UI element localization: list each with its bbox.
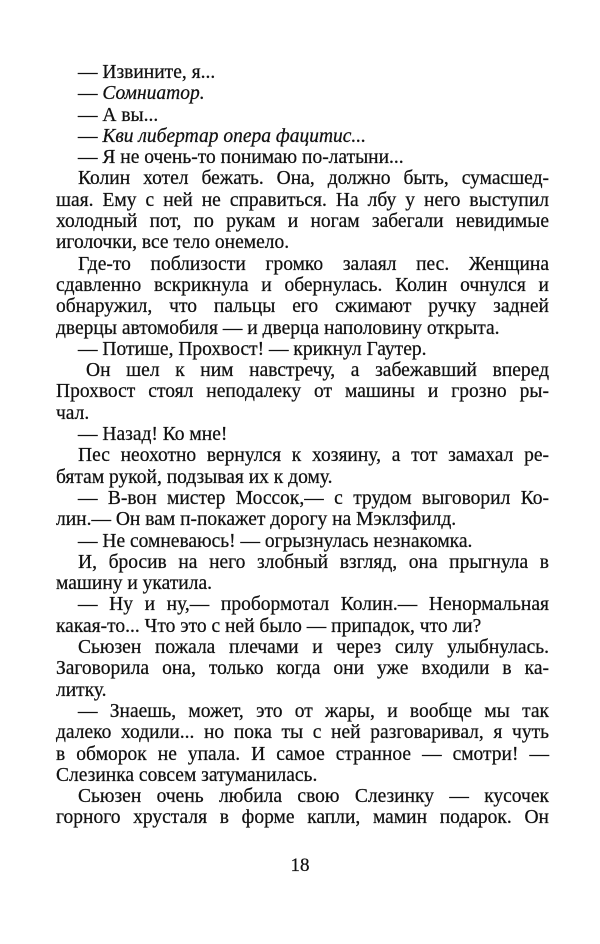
line-text: — В-вон мистер Моссок,— с трудом выговорил Ко- — [78, 487, 549, 509]
text-line — [56, 62, 549, 83]
text-line — [56, 83, 549, 104]
text-line — [56, 211, 549, 232]
text-line — [56, 190, 549, 211]
line-text: какая-то... Что это с ней было — припадок, что ли? — [56, 615, 482, 637]
line-text: литку. — [56, 679, 107, 701]
line-text: иголочки, все тело онемело. — [56, 232, 290, 254]
text-line — [56, 168, 549, 189]
book-page-text — [56, 62, 549, 829]
line-text: — — [78, 125, 103, 147]
line-text: обнаружил, что пальцы его сжимают ручку задней — [56, 296, 549, 318]
line-text: шая. Ему с ней не справиться. На лбу у него выступил — [56, 189, 549, 211]
line-text: — Назад! Ко мне! — [78, 424, 228, 446]
line-text: Сьюзен очень любила свою Слезинку — кусочек — [78, 786, 549, 808]
text-line — [56, 467, 549, 488]
text-line — [56, 424, 549, 445]
line-text: машину и укатила. — [56, 573, 212, 595]
text-line — [56, 701, 549, 722]
text-line — [56, 445, 549, 466]
text-line — [56, 807, 549, 828]
line-text: далеко ходили... но пока ты с ней разговаривал, я чуть — [56, 722, 549, 744]
line-text: Пес неохотно вернулся к хозяину, а тот замахал ре- — [78, 445, 549, 467]
text-line — [56, 232, 549, 253]
line-text: бятам рукой, подзывая их к дому. — [56, 466, 333, 488]
line-text: — Потише, Прохвост! — крикнул Гаутер. — [78, 338, 427, 360]
italic-latin-text: Кви либертар опера фацитис... — [102, 125, 367, 147]
text-line — [56, 658, 549, 679]
text-line — [56, 360, 549, 381]
text-line — [56, 147, 549, 168]
text-line — [56, 786, 549, 807]
text-line — [56, 509, 549, 530]
line-text: И, бросив на него злобный взгляд, она прыгнула в — [78, 551, 549, 573]
text-line — [56, 318, 549, 339]
line-text: в обморок не упала. И самое странное — смотри! — — [56, 743, 549, 765]
text-line — [56, 339, 549, 360]
text-line — [56, 680, 549, 701]
text-line — [56, 403, 549, 424]
line-text: сдавленно вскрикнула и обернулась. Колин очнулся и — [56, 274, 549, 296]
text-line — [56, 765, 549, 786]
text-line — [56, 616, 549, 637]
text-line — [56, 105, 549, 126]
line-text: холодный пот, по рукам и ногам забегали невидимые — [56, 211, 549, 233]
line-text: — А вы... — [78, 104, 159, 126]
line-text: лин.— Он вам п-покажет дорогу на Мэклзфилд. — [56, 509, 457, 531]
line-text: Где-то поблизости громко залаял пес. Женщина — [78, 253, 549, 275]
line-text: Он шел к ним навстречу, а забежавший вперед — [86, 360, 549, 382]
text-line — [56, 573, 549, 594]
line-text: дверцы автомобиля — и дверца наполовину открыта. — [56, 317, 500, 339]
text-line — [56, 254, 549, 275]
text-line — [56, 126, 549, 147]
page-number: 18 — [290, 855, 310, 876]
line-text: Слезинка совсем затуманилась. — [56, 764, 318, 786]
line-text: — Знаешь, может, это от жары, и вообще мы так — [78, 700, 549, 722]
line-text: Сьюзен пожала плечами и через силу улыбнулась. — [78, 637, 549, 659]
line-text: Прохвост стоял неподалеку от машины и грозно ры- — [56, 381, 549, 403]
line-text: — — [78, 83, 103, 105]
text-line — [56, 296, 549, 317]
text-line — [56, 488, 549, 509]
line-text: Колин хотел бежать. Она, должно быть, сумасшед- — [78, 168, 549, 190]
text-line — [56, 722, 549, 743]
line-text: чал. — [56, 402, 90, 424]
line-text: горного хрусталя в форме капли, мамин подарок. Он — [56, 807, 549, 829]
text-line — [56, 531, 549, 552]
text-line — [56, 552, 549, 573]
text-line — [56, 275, 549, 296]
line-text: — Извините, я... — [78, 62, 216, 83]
line-text: — Не сомневаюсь! — огрызнулась незнакомка. — [78, 530, 473, 552]
text-line — [56, 637, 549, 658]
text-line — [56, 594, 549, 615]
italic-latin-text: Сомниатор. — [102, 83, 205, 105]
text-line — [56, 381, 549, 402]
text-line — [56, 744, 549, 765]
line-text: — Ну и ну,— пробормотал Колин.— Ненормальная — [78, 594, 549, 616]
line-text: — Я не очень-то понимаю по-латыни... — [78, 147, 404, 169]
line-text: Заговорила она, только когда они уже входили в ка- — [56, 658, 549, 680]
